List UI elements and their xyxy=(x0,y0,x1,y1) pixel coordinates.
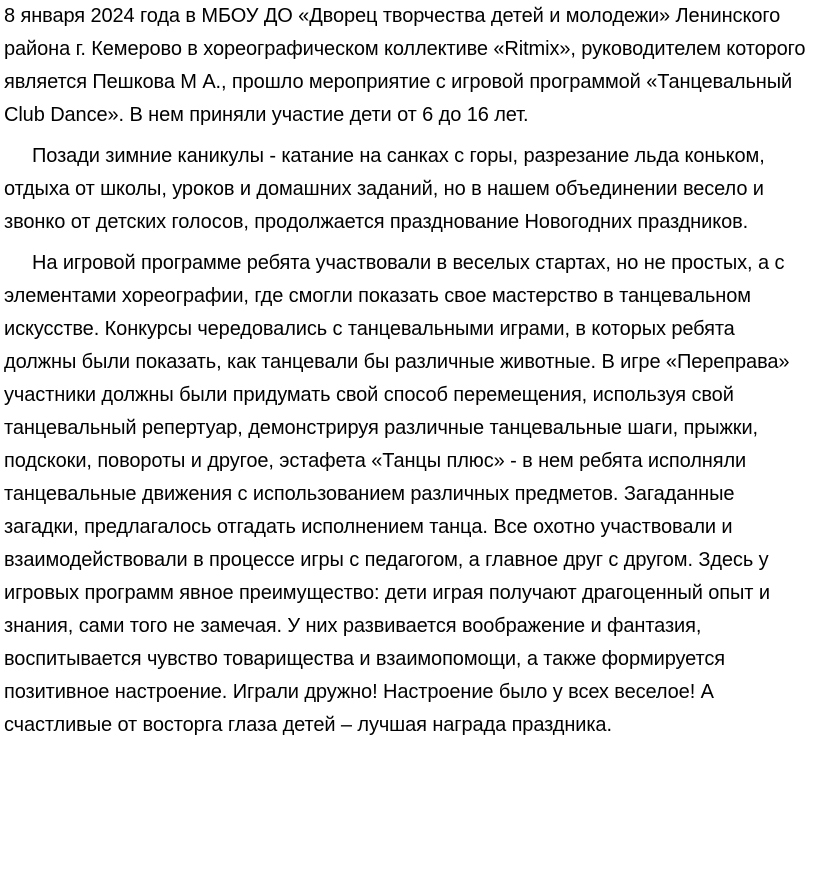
paragraph-winter-holidays: Позади зимние каникулы - катание на санках с горы, разрезание льда коньком, отдыха от школы, уроков и домашних заданий, но в нашем объединении весело и звонко от детских голосов, продолжается празднование Новогодних праздников. xyxy=(4,145,765,233)
paragraph-event-intro: 8 января 2024 года в МБОУ ДО «Дворец творчества детей и молодежи» Ленинского района г. Кемерово в хореографическом коллективе «Ritmix», руководителем которого является Пешкова М А., прошло мероприятие с игровой программой «Танцевальный Club Dance». В нем приняли участие дети от 6 до 16 лет. xyxy=(4,5,806,126)
document-body xyxy=(4,0,812,750)
paragraph-game-program: На игровой программе ребята участвовали в веселых стартах, но не простых, а с элементами хореографии, где смогли показать свое мастерство в танцевальном искусстве. Конкурсы чередовались с танцевальными играми, в которых ребята должны были показать, как танцевали бы различные животные. В игре «Переправа» участники должны были придумать свой способ перемещения, используя свой танцевальный репертуар, демонстрируя различные танцевальные шаги, прыжки, подскоки, повороты и другое, эстафета «Танцы плюс» - в нем ребята исполняли танцевальные движения с использованием различных предметов. Загаданные загадки, предлагалось отгадать исполнением танца. Все охотно участвовали и взаимодействовали в процессе игры с педагогом, а главное друг с другом. Здесь у игровых программ явное преимущество: дети играя получают драгоценный опыт и знания, сами того не замечая. У них развивается воображение и фантазия, воспитывается чувство товарищества и взаимопомощи, а также формируется позитивное настроение. Играли дружно! Настроение было у всех веселое! А счастливые от восторга глаза детей – лучшая награда праздника. xyxy=(4,252,790,736)
